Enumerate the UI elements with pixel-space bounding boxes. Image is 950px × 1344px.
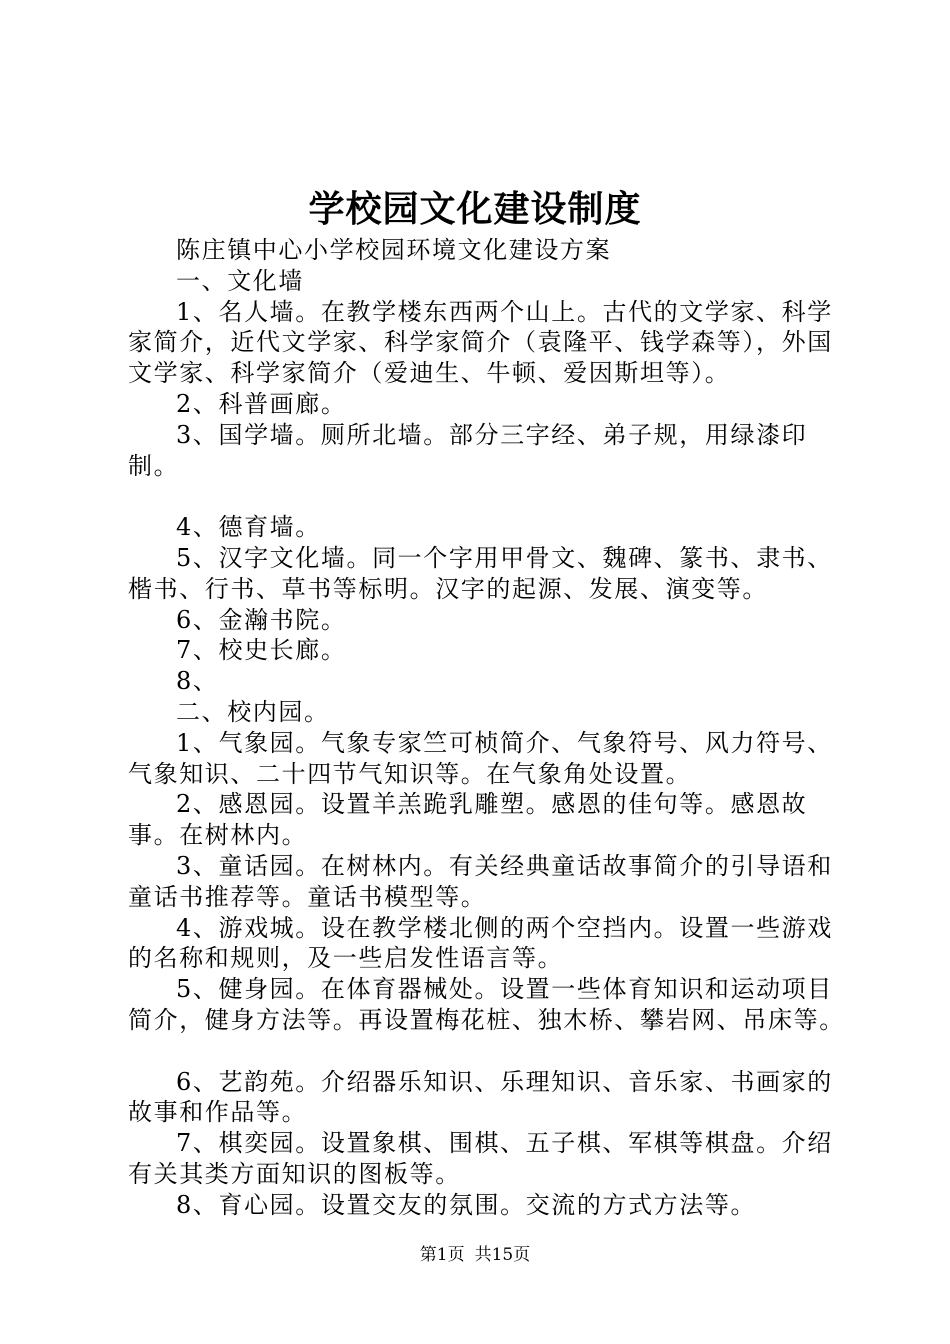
paragraph: 7、棋奕园。设置象棋、围棋、五子棋、军棋等棋盘。介绍有关其类方面知识的图板等。 <box>128 1129 833 1188</box>
paragraph: 6、金瀚书院。 <box>176 605 347 634</box>
paragraph: 4、游戏城。设在教学楼北侧的两个空挡内。设置一些游戏的名称和规则，及一些启发性语言等。 <box>128 913 833 973</box>
blank-line <box>128 481 850 512</box>
section-heading: 二、校内园。 <box>176 697 330 726</box>
page-number: 第1页 <box>419 1245 465 1265</box>
page-footer <box>0 1243 950 1267</box>
paragraph: 1、气象园。气象专家竺可桢简介、气象符号、风力符号、气象知识、二十四节气知识等。在气象角处设置。 <box>128 728 833 788</box>
document-title: 学校园文化建设制度 <box>308 188 642 230</box>
paragraph: 1、名人墙。在教学楼东西两个山上。古代的文学家、科学家简介，近代文学家、科学家简介（袁隆平、钱学森等），外国文学家、科学家简介（爱迪生、牛顿、爱因斯坦等）。 <box>128 297 833 388</box>
paragraph: 3、童话园。在树林内。有关经典童话故事简介的引导语和童话书推荐等。童话书模型等。 <box>128 851 833 911</box>
paragraph: 8、育心园。设置交友的氛围。交流的方式方法等。 <box>176 1190 757 1219</box>
paragraph: 5、健身园。在体育器械处。设置一些体育知识和运动项目简介，健身方法等。再设置梅花桩、独木桥、攀岩网、吊床等。 <box>128 975 845 1034</box>
paragraph: 2、感恩园。设置羊羔跪乳雕塑。感恩的佳句等。感恩故事。在树林内。 <box>128 790 808 850</box>
paragraph: 2、科普画廊。 <box>176 389 347 418</box>
paragraph: 5、汉字文化墙。同一个字用甲骨文、魏碑、篆书、隶书、楷书、行书、草书等标明。汉字的起源、发展、演变等。 <box>128 543 833 603</box>
paragraph: 6、艺韵苑。介绍器乐知识、乐理知识、音乐家、书画家的故事和作品等。 <box>128 1067 833 1127</box>
paragraph: 7、校史长廊。 <box>176 636 347 665</box>
section-heading: 一、文化墙 <box>176 266 304 295</box>
paragraph: 8、 <box>176 667 219 696</box>
paragraph: 3、国学墙。厕所北墙。部分三字经、弟子规，用绿漆印制。 <box>128 420 808 480</box>
page-total: 共15页 <box>474 1245 531 1265</box>
paragraph: 陈庄镇中心小学校园环境文化建设方案 <box>176 236 612 264</box>
document-body <box>128 235 850 1221</box>
blank-line <box>128 1036 850 1067</box>
paragraph: 4、德育墙。 <box>176 513 321 542</box>
